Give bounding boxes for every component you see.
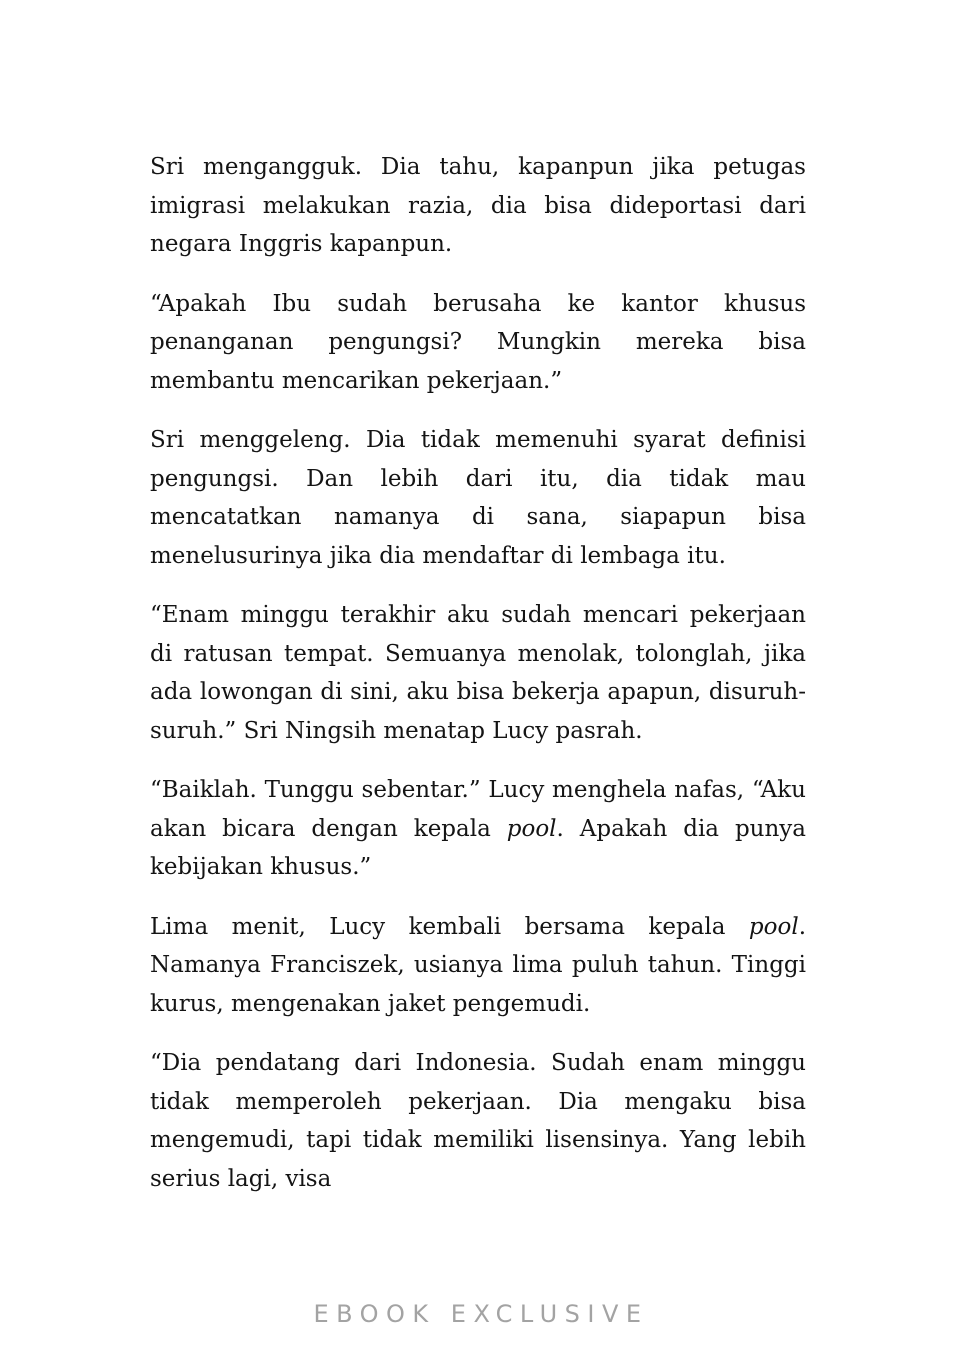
page-body-text <box>150 148 806 1219</box>
paragraph-text: “Apakah Ibu sudah berusaha ke kantor khusus penanganan pengungsi? Mungkin mereka bisa membantu mencarikan pekerjaan.” <box>150 290 806 394</box>
paragraph-text-continued: . Namanya Franciszek, usianya lima puluh tahun. Tinggi kurus, mengenakan jaket pengemudi. <box>150 913 806 1017</box>
italic-term: pool <box>748 913 799 940</box>
paragraph-2 <box>150 285 806 401</box>
paragraph-5 <box>150 771 806 887</box>
paragraph-6 <box>150 908 806 1024</box>
paragraph-text-continued: . Apakah dia punya kebijakan khusus.” <box>150 815 806 880</box>
paragraph-text: Sri mengangguk. Dia tahu, kapanpun jika petugas imigrasi melakukan razia, dia bisa dideportasi dari negara Inggris kapanpun. <box>150 154 806 257</box>
paragraph-7 <box>150 1044 806 1198</box>
paragraph-4 <box>150 596 806 750</box>
paragraph-text: Lima menit, Lucy kembali bersama kepala <box>150 913 749 940</box>
paragraph-1 <box>150 148 806 264</box>
paragraph-text: Sri menggeleng. Dia tidak memenuhi syarat definisi pengungsi. Dan lebih dari itu, dia tidak mau mencatatkan namanya di sana, siapapun bisa menelusurinya jika dia mendaftar di lembaga itu. <box>150 427 806 569</box>
italic-term: pool <box>506 815 557 842</box>
paragraph-text: “Enam minggu terakhir aku sudah mencari pekerjaan di ratusan tempat. Semuanya menolak, tolonglah, jika ada lowongan di sini, aku bisa bekerja apapun, disuruh-suruh.” Sri Ningsih menatap Lucy pasrah. <box>150 602 806 744</box>
paragraph-text: “Dia pendatang dari Indonesia. Sudah enam minggu tidak memperoleh pekerjaan. Dia mengaku bisa mengemudi, tapi tidak memiliki lisensinya. Yang lebih serius lagi, visa <box>150 1050 806 1192</box>
paragraph-text: “Baiklah. Tunggu sebentar.” Lucy menghela nafas, “Aku akan bicara dengan kepala <box>150 777 806 842</box>
paragraph-3 <box>150 421 806 575</box>
footer-watermark: EBOOK EXCLUSIVE <box>313 1300 649 1328</box>
